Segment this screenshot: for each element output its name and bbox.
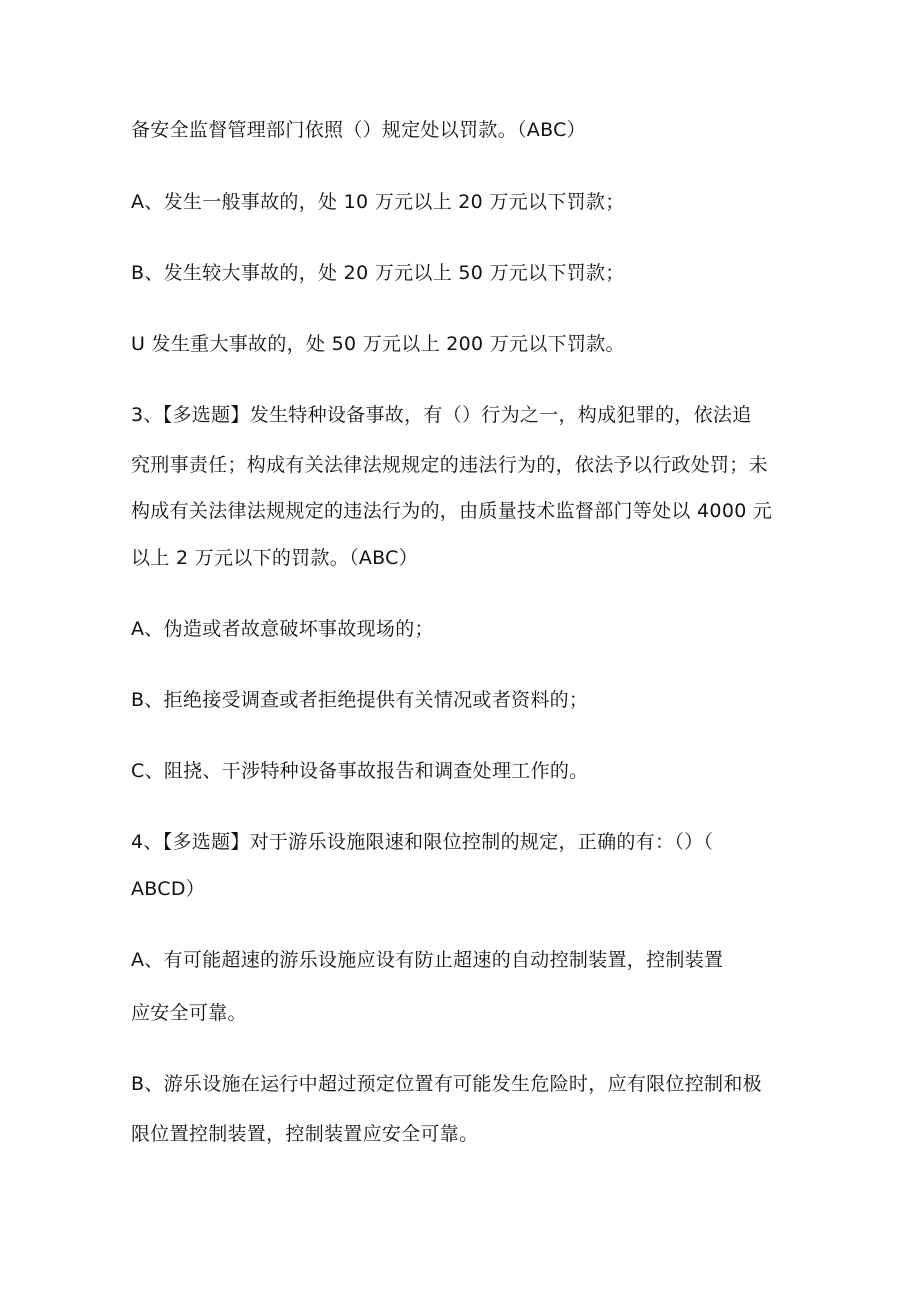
q4-option-a-line-2: 应安全可靠。 [131,1002,247,1024]
q3-stem-line-2: 究刑事责任；构成有关法律法规规定的违法行为的，依法予以行政处罚；未 [131,454,768,476]
q3-stem-line-3: 构成有关法律法规规定的违法行为的，由质量技术监督部门等处以 4000 元 [131,500,773,522]
q4-option-b-line-2: 限位置控制装置，控制装置应安全可靠。 [131,1123,479,1145]
q2-option-a: A、发生一般事故的，处 10 万元以上 20 万元以下罚款； [131,191,625,213]
q2-option-c: U 发生重大事故的，处 50 万元以上 200 万元以下罚款。 [131,333,625,355]
q3-option-b: B、拒绝接受调查或者拒绝提供有关情况或者资料的； [131,689,589,711]
q2-option-b: B、发生较大事故的，处 20 万元以上 50 万元以下罚款； [131,262,625,284]
q3-option-c: C、阻挠、干涉特种设备事故报告和调查处理工作的。 [131,760,589,782]
q2-stem-continuation: 备安全监督管理部门依照（）规定处以罚款。（ABC） [131,119,586,141]
q4-stem-line-1: 4、【多选题】对于游乐设施限速和限位控制的规定，正确的有：（）（ [131,831,714,853]
q3-stem-line-1: 3、【多选题】发生特种设备事故，有（）行为之一，构成犯罪的，依法追 [131,404,752,426]
q4-option-b-line-1: B、游乐设施在运行中超过预定位置有可能发生危险时，应有限位控制和极 [131,1073,762,1095]
q4-stem-line-2: ABCD） [131,878,206,900]
q4-option-a-line-1: A、有可能超速的游乐设施应设有防止超速的自动控制装置，控制装置 [131,949,724,971]
q3-option-a: A、伪造或者故意破坏事故现场的； [131,618,434,640]
q3-stem-line-4: 以上 2 万元以下的罚款。（ABC） [131,547,419,569]
